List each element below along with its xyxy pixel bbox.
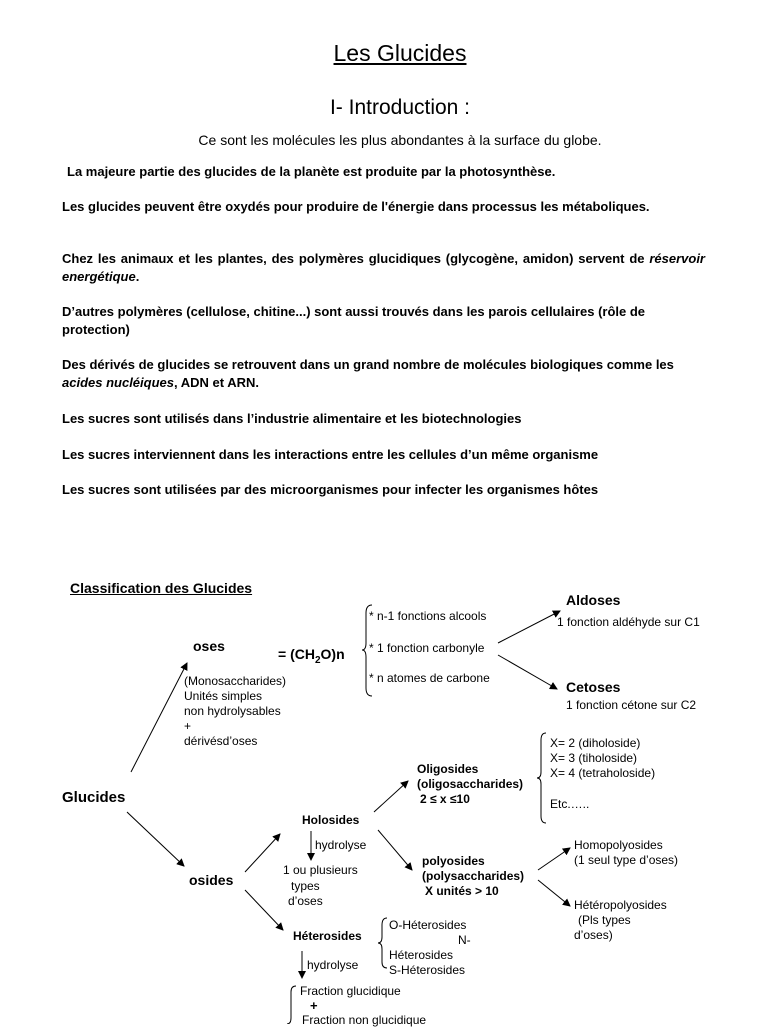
polyosides-subtitle: (polysaccharides) [422,869,525,883]
aldoses-description: 1 fonction aldéhyde sur C1 [557,615,700,629]
oses-desc-unites: Unités simples [184,689,263,703]
formula-post: O)n [320,646,345,662]
oligosides-subtitle: (oligosaccharides) [417,777,524,791]
label-oligosides [417,762,523,807]
arrow-carbonyle-cetoses [498,655,557,689]
brace-oligo [537,733,546,823]
formula-item-carbonyle: * 1 fonction carbonyle [369,641,485,655]
arrow-holosides-oligosides [374,781,408,812]
oligo-item-ti: X= 3 (tiholoside) [550,751,638,765]
cetoses-description: 1 fonction cétone sur C2 [566,698,697,712]
paragraph-reservoir-italic: réservoir energétique [62,251,705,284]
section-heading: I- Introduction : [329,96,471,119]
arrow-polyosides-hetero [538,880,570,906]
label-glucides: Glucides [62,789,126,806]
paragraph-parois: D’autres polymères (cellulose, chitine...) sont aussi trouvés dans les parois cellulaires (rôle de protection) [62,304,646,337]
formula-sub: 2 [314,654,321,666]
paragraph-derives-end: , ADN et ARN. [174,375,259,390]
oligo-item-etc: Etc.….. [550,797,590,811]
arrow-glucides-oses [131,663,187,772]
arrow-carbonyle-aldoses [498,611,560,643]
paragraph-interactions: Les sucres interviennent dans les interactions entre les cellules d’un même organisme [62,447,599,462]
oses-desc-plus: + [184,719,192,733]
holo-desc-plusieurs: 1 ou plusieurs [283,863,358,877]
label-osides: osides [189,872,234,888]
arrow-polyosides-homo [538,848,570,870]
brace-heterosides [378,918,387,968]
fraction-non-glucidique: Fraction non glucidique [302,1013,427,1027]
heterosides-hydrolyse: hydrolyse [307,958,359,972]
paragraph-reservoir-text: Chez les animaux et les plantes, des polymères glucidiques (glycogène, amidon) servent de [62,251,650,266]
arrow-osides-holosides [245,834,280,872]
paragraph-microorganismes: Les sucres sont utilisées par des microorganismes pour infecter les organismes hôtes [62,482,599,497]
polyosides-title: polyosides [422,854,485,868]
label-holosides: Holosides [302,813,360,827]
arrow-holosides-polyosides [378,830,412,870]
hetero-poly-desc2: d’oses) [574,928,613,942]
arrow-osides-heterosides [245,890,283,930]
label-heterosides: Héterosides [293,929,362,943]
formula-pre: = (CH [278,646,315,662]
oses-desc-derives: dérivésd’oses [184,734,258,748]
oligosides-range: 2 ≤ x ≤10 [420,792,470,806]
label-polyosides [422,854,524,899]
hetero-item-o: O-Héterosides [389,918,467,932]
homo-title: Homopolyosides [574,838,663,852]
paragraph-derives-text: Des dérivés de glucides se retrouvent dans un grand nombre de molécules biologiques comme les [62,357,674,372]
fraction-glucidique: Fraction glucidique [300,984,401,998]
page-title: Les Glucides [333,40,467,66]
oses-desc-non-hydrolysables: non hydrolysables [184,704,281,718]
oligosides-title: Oligosides [417,762,479,776]
paragraph-industrie: Les sucres sont utilisés dans l’industrie alimentaire et les biotechnologies [62,411,522,426]
label-cetoses: Cetoses [566,679,621,695]
paragraph-reservoir-end: . [135,269,140,284]
label-formula [278,646,345,666]
hetero-item-n: N- [458,933,471,947]
polyosides-range: X unités > 10 [425,884,499,898]
homo-desc: (1 seul type d’oses) [574,853,679,867]
oses-desc-monosaccharides: (Monosaccharides) [184,674,287,688]
label-aldoses: Aldoses [566,592,621,608]
paragraph-photosynthese: La majeure partie des glucides de la planète est produite par la photosynthèse. [67,164,556,179]
holo-desc-types: types [291,879,320,893]
brace-fraction [287,986,296,1024]
holo-desc-oses: d’oses [288,894,323,908]
formula-item-alcools: * n-1 fonctions alcools [369,609,487,623]
diagram-heading: Classification des Glucides [70,580,253,596]
hetero-poly-title: Hétéropolyosides [574,898,667,912]
hetero-item-s: S-Héterosides [389,963,466,977]
hetero-poly-desc1: (Pls types [578,913,631,927]
oligo-item-tetra: X= 4 (tetraholoside) [550,766,656,780]
intro-lead: Ce sont les molécules les plus abondantes à la surface du globe. [198,132,602,148]
fraction-plus: + [310,998,318,1013]
hetero-item-heterosides: Héterosides [389,948,454,962]
oligo-item-di: X= 2 (diholoside) [550,736,641,750]
holosides-hydrolyse: hydrolyse [315,838,367,852]
formula-item-carbone: * n atomes de carbone [369,671,490,685]
paragraph-oxydation: Les glucides peuvent être oxydés pour produire de l'énergie dans processus les métaboliques. [62,199,650,214]
label-oses: oses [193,638,225,654]
arrow-glucides-osides [127,812,184,866]
paragraph-derives-italic: acides nucléiques [62,375,174,390]
